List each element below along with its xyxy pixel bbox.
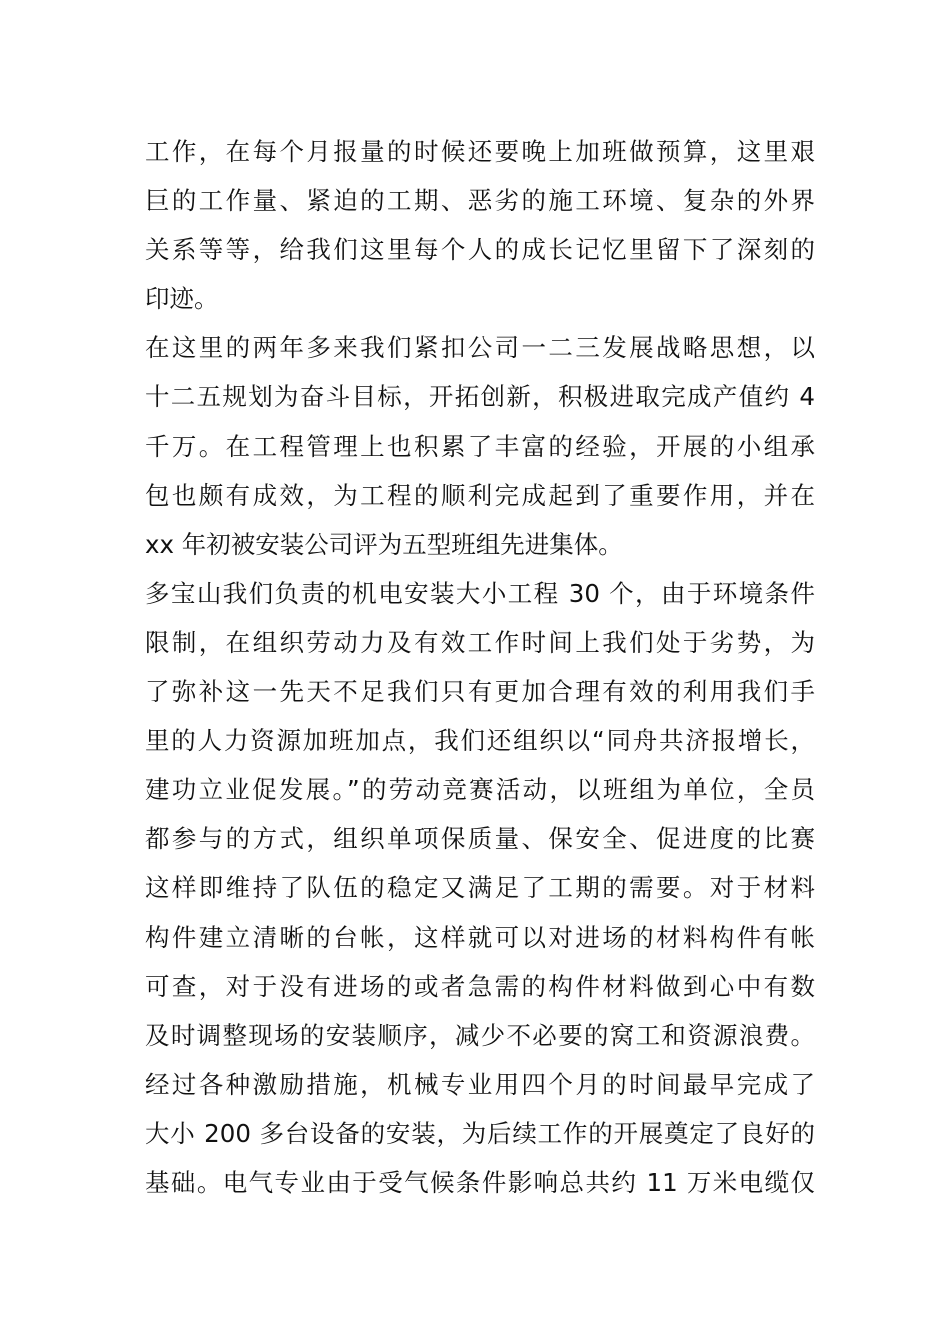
text-line: 都参与的方式，组织单项保质量、保安全、促进度的比赛 (145, 824, 815, 854)
text-line: xx 年初被安装公司评为五型班组先进集体。 (145, 529, 623, 559)
text-line: 及时调整现场的安装顺序，减少不必要的窝工和资源浪费。 (145, 1020, 815, 1050)
text-line: 关系等等，给我们这里每个人的成长记忆里留下了深刻的 (145, 235, 815, 265)
text-line: 可查，对于没有进场的或者急需的构件材料做到心中有数 (145, 971, 815, 1001)
text-line: 建功立业促发展。”的劳动竞赛活动，以班组为单位，全员 (145, 775, 815, 805)
text-line: 在这里的两年多来我们紧扣公司一二三发展战略思想，以 (145, 333, 815, 363)
text-line: 大小 200 多台设备的安装，为后续工作的开展奠定了良好的 (145, 1118, 815, 1148)
text-line: 千万。在工程管理上也积累了丰富的经验，开展的小组承 (145, 431, 815, 461)
text-line: 工作，在每个月报量的时候还要晚上加班做预算，这里艰 (145, 137, 815, 166)
text-line: 里的人力资源加班加点，我们还组织以“同舟共济报增长， (145, 726, 815, 756)
text-line: 了弥补这一先天不足我们只有更加合理有效的利用我们手 (145, 677, 815, 707)
text-line: 这样即维持了队伍的稳定又满足了工期的需要。对于材料 (145, 873, 815, 903)
text-line: 经过各种激励措施，机械专业用四个月的时间最早完成了 (145, 1069, 815, 1099)
text-line: 构件建立清晰的台帐，这样就可以对进场的材料构件有帐 (145, 922, 815, 952)
text-line: 印迹。 (145, 284, 219, 314)
text-line: 基础。电气专业由于受气候条件影响总共约 11 万米电缆仅 (145, 1167, 815, 1197)
text-line: 多宝山我们负责的机电安装大小工程 30 个，由于环境条件 (145, 578, 815, 608)
text-line: 包也颇有成效，为工程的顺利完成起到了重要作用，并在 (145, 480, 815, 510)
text-line: 限制，在组织劳动力及有效工作时间上我们处于劣势，为 (145, 627, 815, 657)
text-line: 巨的工作量、紧迫的工期、恶劣的施工环境、复杂的外界 (145, 186, 815, 216)
body-text (145, 127, 815, 1207)
text-line: 十二五规划为奋斗目标，开拓创新，积极进取完成产值约 4 (145, 382, 815, 412)
